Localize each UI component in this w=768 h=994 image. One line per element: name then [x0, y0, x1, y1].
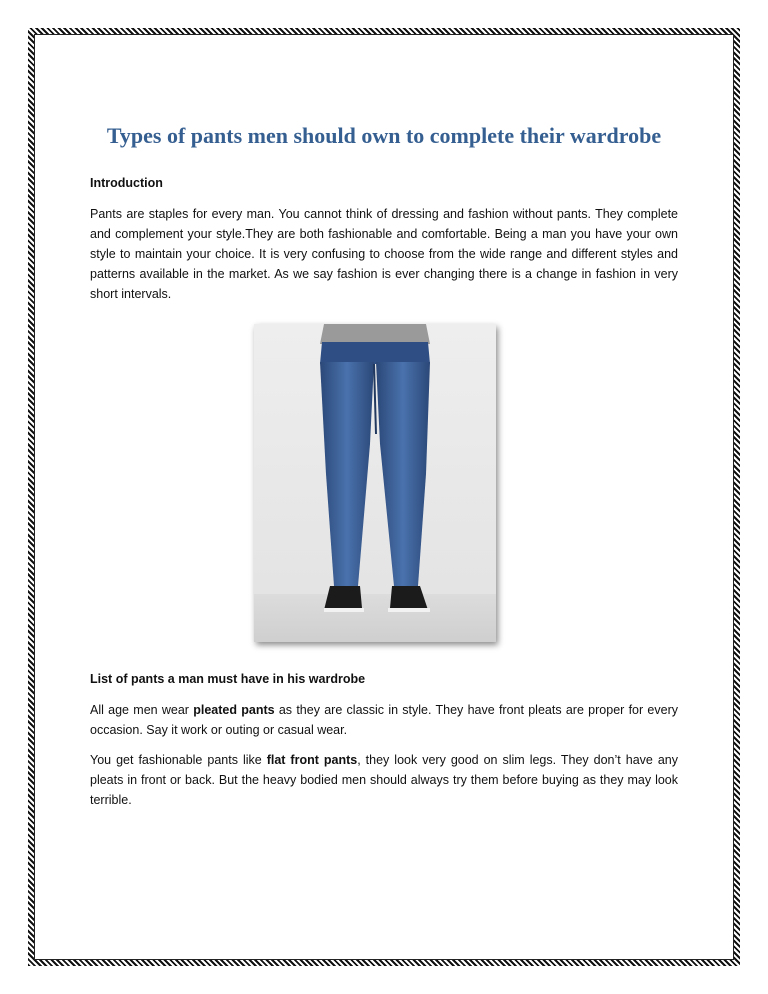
section-heading-list: List of pants a man must have in his wardrobe — [90, 672, 366, 686]
pleated-pants-paragraph — [90, 700, 678, 740]
pleated-pants-text-before: All age men wear — [90, 703, 194, 717]
section-heading-introduction: Introduction — [90, 176, 163, 190]
document-title: Types of pants men should own to complete their wardrobe — [106, 123, 662, 148]
pleated-pants-text-after: as they are classic in style. They have front pleats are proper for every occasion. Say it work or outing or casual wear. — [90, 703, 678, 737]
jeans-illustration — [254, 324, 496, 642]
jeans-photo — [254, 324, 496, 642]
flat-front-text-after: , they look very good on slim legs. They don’t have any pleats in front or back. But the heavy bodied men should always try them before buying as they may look terrible. — [90, 753, 678, 807]
flat-front-pants-paragraph — [90, 750, 678, 810]
flat-front-text-before: You get fashionable pants like — [90, 753, 267, 767]
document-body — [90, 120, 678, 820]
pleated-pants-term: pleated pants — [193, 703, 275, 717]
flat-front-pants-term: flat front pants — [266, 753, 358, 767]
intro-paragraph: Pants are staples for every man. You cannot think of dressing and fashion without pants. They complete and complement your style.They are both fashionable and comfortable. Being a man you have your own style to maintain your choice. It is very confusing to choose from the wide range and different styles and patterns available in the market. As we say fashion is ever changing there is a change in fashion in very short intervals. — [90, 207, 678, 301]
